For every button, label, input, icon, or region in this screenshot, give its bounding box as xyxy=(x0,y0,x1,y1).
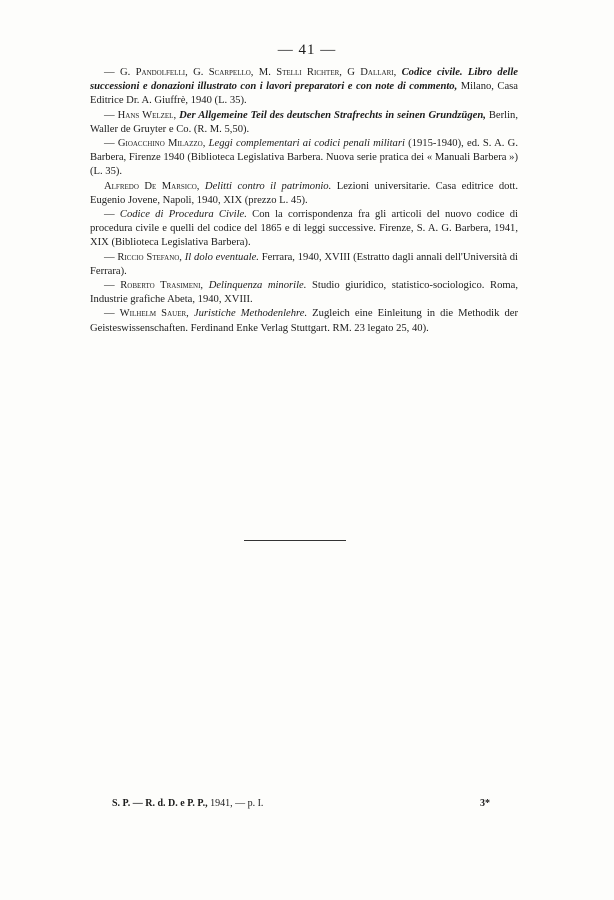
footer-sheet-mark: 3* xyxy=(480,798,490,809)
section-divider xyxy=(244,540,346,541)
entry-lead: — xyxy=(104,67,120,78)
entry-title: Delinquenza minorile. xyxy=(203,280,307,292)
entry-author: Gioacchino Milazzo, xyxy=(117,138,206,150)
footer-signature xyxy=(112,798,263,809)
entry-lead: — xyxy=(104,138,118,150)
entry-title: Codice civile. Libro delle successioni e donazioni illustrato con i lavori preparatori e con note di commento, xyxy=(90,67,518,93)
bibliography-entry xyxy=(90,279,518,307)
entry-lead: — xyxy=(104,308,120,320)
entry-title: Leggi complementari ai codici penali militari xyxy=(205,138,405,150)
entry-lead: — xyxy=(104,251,118,263)
page-footer xyxy=(112,798,490,809)
entry-details: Con la corrispondenza fra gli articoli del nuovo codice di procedura civile e quelli del codice del 1865 e di leggi successive. Firenze, S. A. G. Barbera, 1941, XIX (Biblioteca Legislativa Barbera). xyxy=(90,209,518,249)
footer-journal: S. P. — R. d. D. e P. P., xyxy=(112,798,208,809)
bibliography-entry xyxy=(90,109,518,137)
footer-year-part: 1941, — p. I. xyxy=(207,798,264,809)
entry-author: G. Pandolfelli, G. Scarpello, M. Stelli Richter, G Dallari, xyxy=(119,67,397,78)
entry-title: Delitti contro il patrimonio. xyxy=(199,180,332,192)
bibliography-entry xyxy=(90,137,518,180)
entry-title: Der Allgemeine Teil des deutschen Strafrechts in seinen Grundzügen, xyxy=(176,109,486,121)
entry-details: Zugleich eine Einleitung in die Methodik der Geisteswissenschaften. Ferdinand Enke Verlag Stuttgart. RM. 23 legato 25, 40). xyxy=(90,308,518,334)
entry-lead: — xyxy=(104,280,121,292)
entry-author: Roberto Trasimeni, xyxy=(120,280,204,292)
entry-author: Hans Welzel, xyxy=(117,109,177,121)
bibliography-entry xyxy=(90,208,518,251)
entry-details: Studio giuridico, statistico-sociologico. Roma, Industrie grafiche Abeta, 1940, XVIII. xyxy=(90,280,518,306)
entry-author: Alfredo De Marsico, xyxy=(104,180,200,192)
entry-lead: — xyxy=(104,209,120,221)
bibliography-entry xyxy=(90,180,518,208)
entry-details: (1915-1940), ed. S. A. G. Barbera, Firenze 1940 (Biblioteca Legislativa Barbera. Nuova serie pratica dei « Manuali Barbera ») (L. 35). xyxy=(90,138,518,178)
entry-details: Ferrara, 1940, XVIII (Estratto dagli annali dell'Università di Ferrara). xyxy=(90,251,518,277)
bibliography-list xyxy=(90,66,518,336)
entry-author: Wilhelm Sauer, xyxy=(119,308,189,320)
entry-title: Il dolo eventuale. xyxy=(181,251,259,263)
bibliography-entry xyxy=(90,307,518,335)
entry-title: Juristiche Methodenlehre. xyxy=(188,308,308,320)
entry-title: Codice di Procedura Civile. xyxy=(119,209,247,221)
page-number: — 41 — xyxy=(277,42,337,58)
bibliography-entry xyxy=(90,66,518,109)
entry-author: Riccio Stefano, xyxy=(117,251,182,263)
entry-details: Lezioni universitarie. Casa editrice dott. Eugenio Jovene, Napoli, 1940, XIX (prezzo L. 45). xyxy=(90,180,518,206)
entry-details: Berlin, Waller de Gruyter e Co. (R. M. 5,50). xyxy=(90,109,518,135)
entry-lead: — xyxy=(104,109,118,121)
bibliography-entry xyxy=(90,251,518,279)
entry-details: Milano, Casa Editrice Dr. A. Giuffrè, 1940 (L. 35). xyxy=(90,81,519,107)
